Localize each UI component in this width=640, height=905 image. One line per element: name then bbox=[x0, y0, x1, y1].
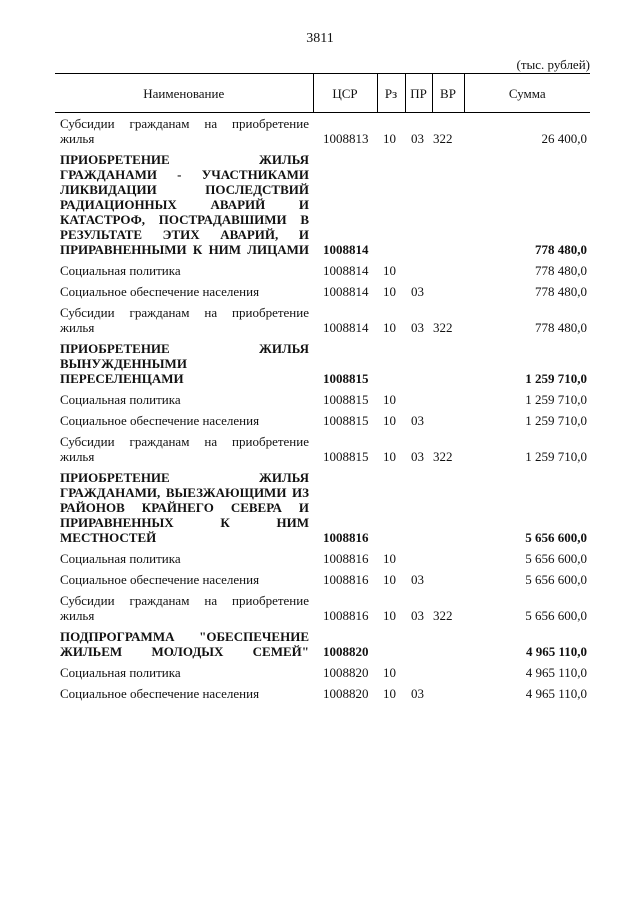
cell-rz: 10 bbox=[383, 665, 396, 680]
table-row bbox=[55, 548, 590, 569]
cell-name: ПРИОБРЕТЕНИЕ ЖИЛЬЯ ГРАЖДАНАМИ - УЧАСТНИКАМИ ЛИКВИДАЦИИ ПОСЛЕДСТВИЙ РАДИАЦИОННЫХ АВАРИЙ И КАТАСТРОФ, ПОСТРАДАВШИМИ В РЕЗУЛЬТАТЕ ЭТИХ АВАРИЙ, И ПРИРАВНЕННЫМИ К НИМ ЛИЦАМИ bbox=[60, 152, 309, 257]
cell-rz: 10 bbox=[383, 413, 396, 428]
cell-rz: 10 bbox=[383, 686, 396, 701]
cell-sum: 1 259 710,0 bbox=[525, 449, 587, 464]
cell-csr: 1008813 bbox=[323, 131, 369, 146]
cell-csr: 1008815 bbox=[323, 449, 369, 464]
cell-sum: 5 656 600,0 bbox=[525, 572, 587, 587]
cell-name: ПРИОБРЕТЕНИЕ ЖИЛЬЯ ВЫНУЖДЕННЫМИ ПЕРЕСЕЛЕНЦАМИ bbox=[60, 341, 309, 386]
cell-rz: 10 bbox=[383, 608, 396, 623]
cell-name: Субсидии гражданам на приобретение жилья bbox=[60, 593, 309, 623]
cell-rz bbox=[377, 626, 405, 662]
table-row bbox=[55, 569, 590, 590]
cell-name: Социальная политика bbox=[60, 392, 181, 407]
cell-rz bbox=[377, 338, 405, 389]
header-csr: ЦСР bbox=[313, 74, 377, 113]
cell-sum: 778 480,0 bbox=[535, 284, 587, 299]
cell-vr bbox=[432, 467, 464, 548]
cell-vr bbox=[432, 410, 464, 431]
cell-name: Социальное обеспечение населения bbox=[60, 284, 260, 299]
cell-vr bbox=[432, 281, 464, 302]
table-row bbox=[55, 683, 590, 704]
cell-rz: 10 bbox=[383, 449, 396, 464]
cell-sum: 4 965 110,0 bbox=[525, 665, 587, 680]
cell-rz: 10 bbox=[383, 284, 396, 299]
table-row bbox=[55, 113, 590, 150]
cell-vr: 322 bbox=[433, 608, 453, 623]
cell-vr bbox=[432, 260, 464, 281]
cell-rz bbox=[377, 467, 405, 548]
cell-rz: 10 bbox=[383, 263, 396, 278]
cell-name: Социальная политика bbox=[60, 263, 181, 278]
table-body bbox=[55, 113, 590, 705]
cell-name: Социальная политика bbox=[60, 665, 181, 680]
cell-csr: 1008814 bbox=[323, 263, 369, 278]
cell-csr: 1008814 bbox=[323, 284, 369, 299]
cell-name: Социальное обеспечение населения bbox=[60, 686, 260, 701]
cell-vr bbox=[432, 548, 464, 569]
table-row bbox=[55, 410, 590, 431]
header-pr: ПР bbox=[405, 74, 432, 113]
table-row bbox=[55, 338, 590, 389]
cell-pr bbox=[405, 338, 432, 389]
cell-csr: 1008814 bbox=[323, 320, 369, 335]
cell-vr bbox=[432, 662, 464, 683]
page-number: 3811 bbox=[306, 31, 334, 46]
cell-pr: 03 bbox=[411, 284, 424, 299]
cell-sum: 778 480,0 bbox=[535, 320, 587, 335]
cell-name: Субсидии гражданам на приобретение жилья bbox=[60, 116, 309, 146]
cell-name: Социальное обеспечение населения bbox=[60, 413, 260, 428]
table-row bbox=[55, 302, 590, 338]
table-row bbox=[55, 149, 590, 260]
cell-pr: 03 bbox=[411, 608, 424, 623]
cell-name: Социальное обеспечение населения bbox=[60, 572, 260, 587]
cell-vr: 322 bbox=[433, 320, 453, 335]
cell-sum: 4 965 110,0 bbox=[525, 686, 587, 701]
cell-csr: 1008816 bbox=[323, 530, 369, 545]
table-row bbox=[55, 590, 590, 626]
table-row bbox=[55, 626, 590, 662]
cell-sum: 26 400,0 bbox=[541, 131, 587, 146]
cell-pr: 03 bbox=[411, 449, 424, 464]
cell-pr: 03 bbox=[411, 320, 424, 335]
table-row bbox=[55, 389, 590, 410]
cell-rz: 10 bbox=[383, 392, 396, 407]
cell-pr: 03 bbox=[411, 131, 424, 146]
cell-name: ПОДПРОГРАММА "ОБЕСПЕЧЕНИЕ ЖИЛЬЕМ МОЛОДЫХ СЕМЕЙ" bbox=[60, 629, 309, 659]
table-row bbox=[55, 431, 590, 467]
cell-pr bbox=[405, 662, 432, 683]
cell-vr bbox=[432, 389, 464, 410]
cell-csr: 1008815 bbox=[323, 371, 369, 386]
cell-csr: 1008820 bbox=[323, 686, 369, 701]
cell-sum: 5 656 600,0 bbox=[525, 608, 587, 623]
cell-csr: 1008820 bbox=[323, 644, 369, 659]
table-row bbox=[55, 662, 590, 683]
cell-sum: 1 259 710,0 bbox=[525, 371, 587, 386]
cell-sum: 5 656 600,0 bbox=[525, 551, 587, 566]
cell-sum: 778 480,0 bbox=[535, 263, 587, 278]
units-label: (тыс. рублей) bbox=[516, 57, 590, 72]
cell-pr bbox=[405, 260, 432, 281]
header-name: Наименование bbox=[55, 74, 313, 113]
cell-pr: 03 bbox=[411, 686, 424, 701]
cell-name: Субсидии гражданам на приобретение жилья bbox=[60, 434, 309, 464]
cell-sum: 1 259 710,0 bbox=[525, 413, 587, 428]
cell-pr: 03 bbox=[411, 572, 424, 587]
cell-csr: 1008816 bbox=[323, 551, 369, 566]
cell-csr: 1008816 bbox=[323, 608, 369, 623]
cell-rz: 10 bbox=[383, 131, 396, 146]
cell-csr: 1008815 bbox=[323, 392, 369, 407]
cell-sum: 4 965 110,0 bbox=[525, 644, 587, 659]
cell-pr bbox=[405, 548, 432, 569]
cell-sum: 5 656 600,0 bbox=[525, 530, 587, 545]
cell-rz: 10 bbox=[383, 320, 396, 335]
cell-sum: 1 259 710,0 bbox=[525, 392, 587, 407]
cell-pr bbox=[405, 626, 432, 662]
cell-vr bbox=[432, 338, 464, 389]
cell-csr: 1008816 bbox=[323, 572, 369, 587]
cell-csr: 1008820 bbox=[323, 665, 369, 680]
header-vr: ВР bbox=[432, 74, 464, 113]
cell-vr bbox=[432, 626, 464, 662]
cell-name: ПРИОБРЕТЕНИЕ ЖИЛЬЯ ГРАЖДАНАМИ, ВЫЕЗЖАЮЩИМИ ИЗ РАЙОНОВ КРАЙНЕГО СЕВЕРА И ПРИРАВНЕННЫХ К НИМ МЕСТНОСТЕЙ bbox=[60, 470, 309, 545]
cell-vr bbox=[432, 683, 464, 704]
cell-name: Субсидии гражданам на приобретение жилья bbox=[60, 305, 309, 335]
header-sum: Сумма bbox=[464, 74, 590, 113]
table-row bbox=[55, 260, 590, 281]
cell-vr bbox=[432, 569, 464, 590]
cell-vr: 322 bbox=[433, 131, 453, 146]
budget-table bbox=[55, 73, 590, 704]
cell-rz: 10 bbox=[383, 551, 396, 566]
cell-sum: 778 480,0 bbox=[535, 242, 587, 257]
cell-pr: 03 bbox=[411, 413, 424, 428]
cell-pr bbox=[405, 149, 432, 260]
table-header-row bbox=[55, 74, 590, 113]
cell-name: Социальная политика bbox=[60, 551, 181, 566]
table-row bbox=[55, 281, 590, 302]
cell-pr bbox=[405, 467, 432, 548]
cell-rz: 10 bbox=[383, 572, 396, 587]
header-rz: Рз bbox=[377, 74, 405, 113]
table-row bbox=[55, 467, 590, 548]
cell-pr bbox=[405, 389, 432, 410]
cell-vr: 322 bbox=[433, 449, 453, 464]
cell-rz bbox=[377, 149, 405, 260]
cell-vr bbox=[432, 149, 464, 260]
cell-csr: 1008814 bbox=[323, 242, 369, 257]
cell-csr: 1008815 bbox=[323, 413, 369, 428]
